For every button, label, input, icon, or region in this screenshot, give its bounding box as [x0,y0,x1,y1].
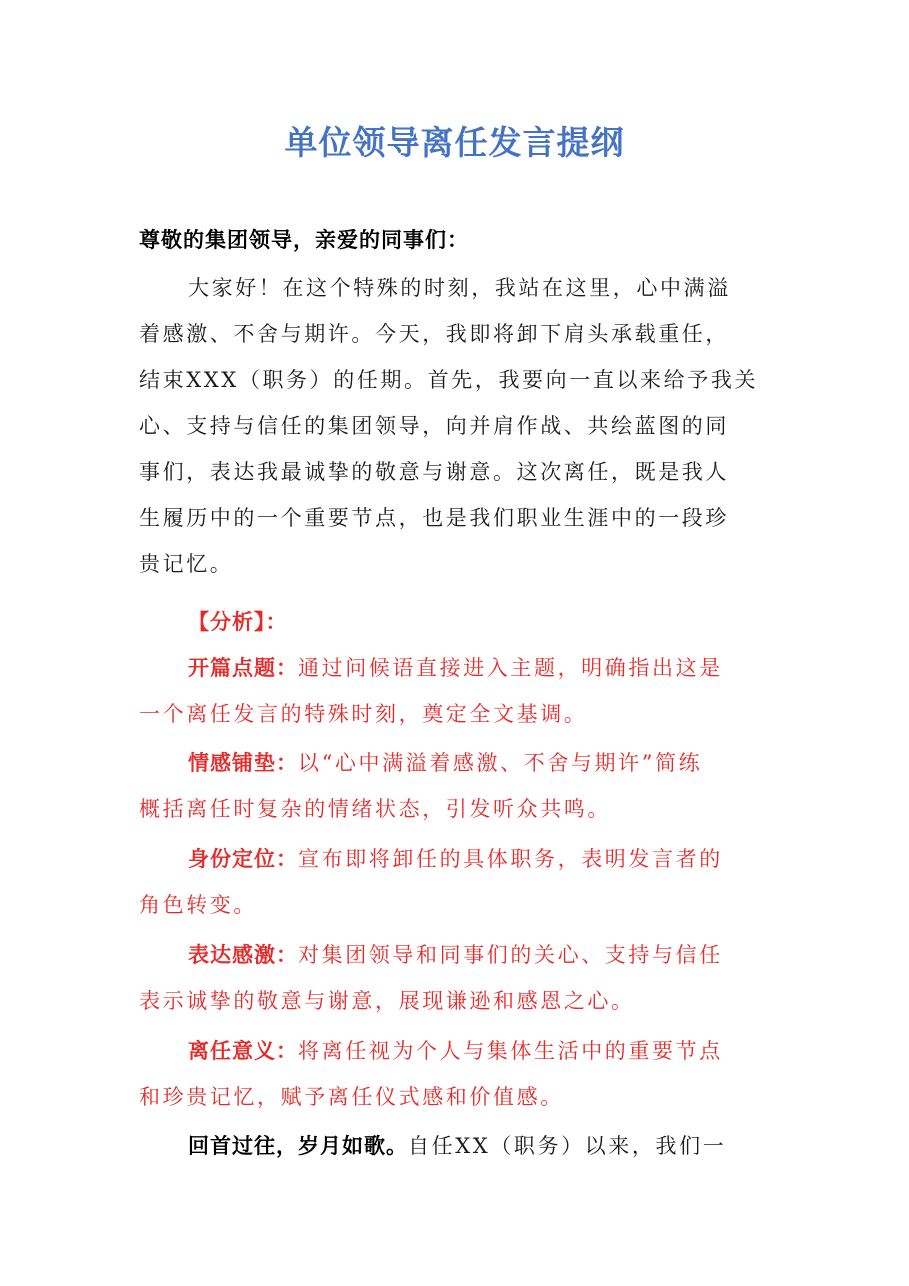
analysis-label: 开篇点题： [188,656,298,680]
analysis-text: 以“心中满溢着感激、不舍与期许”简练 [298,751,703,775]
intro-line-4: 心、支持与信任的集团领导，向并肩作战、共绘蓝图的同 [139,414,729,438]
intro-line-1: 大家好！在这个特殊的时刻，我站在这里，心中满溢 [188,276,731,300]
analysis-label: 离任意义： [188,1039,298,1063]
analysis-label: 表达感激： [188,943,298,967]
analysis-item-3 [188,836,780,882]
intro-line-3: 结束XXX（职务）的任期。首先，我要向一直以来给予我关 [139,368,759,392]
intro-line-2: 着感激、不舍与期许。今天，我即将卸下肩头承载重任， [139,322,729,346]
analysis-item-2 [188,740,780,786]
analysis-item-4 [188,932,780,978]
analysis-text: 对集团领导和同事们的关心、支持与信任 [298,943,723,967]
intro-line-7: 贵记忆。 [139,552,234,576]
intro-line-6: 生履历中的一个重要节点，也是我们职业生涯中的一段珍 [139,506,729,530]
closing-text: 自任XX（职务）以来，我们一 [408,1134,727,1158]
analysis-label: 身份定位： [188,847,298,871]
analysis-text: 将离任视为个人与集体生活中的重要节点 [298,1039,723,1063]
intro-line-5: 事们，表达我最诚挚的敬意与谢意。这次离任，既是我人 [139,460,729,484]
closing-line-1 [188,1123,780,1169]
analysis-heading: 【分析】： [188,610,288,634]
analysis-item-1 [188,645,780,691]
analysis-text: 通过问候语直接进入主题，明确指出这是 [298,656,723,680]
analysis-label: 情感铺垫： [188,751,298,775]
analysis-item-4-cont: 表示诚挚的敬意与谢意，展现谦逊和感恩之心。 [139,989,635,1013]
salutation: 尊敬的集团领导，亲爱的同事们： [139,228,469,252]
analysis-item-1-cont: 一个离任发言的特殊时刻，奠定全文基调。 [139,702,588,726]
analysis-item-5 [188,1028,780,1074]
analysis-item-3-cont: 角色转变。 [139,893,257,917]
document-title: 单位领导离任发言提纲 [284,123,625,162]
analysis-text: 宣布即将卸任的具体职务，表明发言者的 [298,847,723,871]
closing-bold: 回首过往，岁月如歌。 [188,1134,408,1158]
analysis-item-2-cont: 概括离任时复杂的情绪状态，引发听众共鸣。 [139,797,611,821]
analysis-item-5-cont: 和珍贵记忆，赋予离任仪式感和价值感。 [139,1085,564,1109]
